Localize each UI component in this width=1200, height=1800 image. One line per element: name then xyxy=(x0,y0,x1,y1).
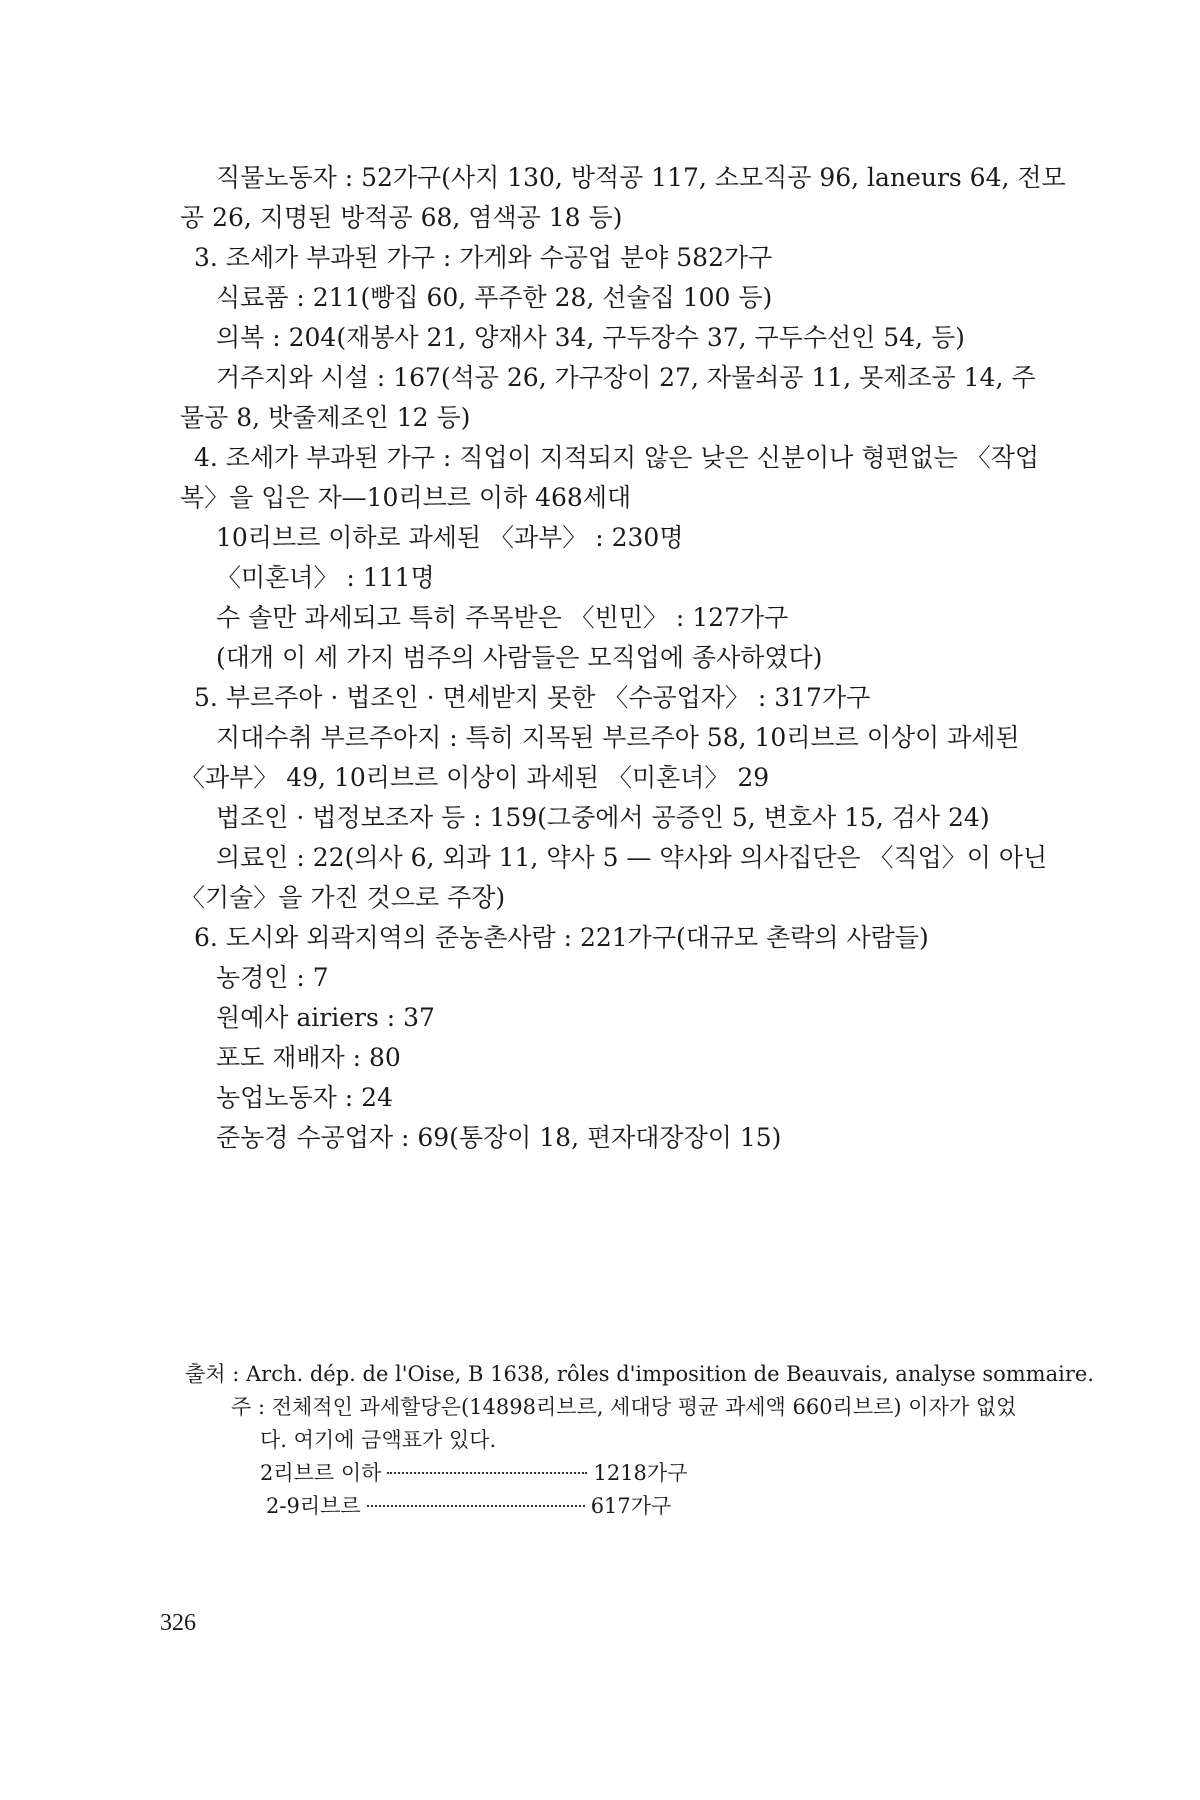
text-line: 수 솔만 과세되고 특히 주목받은 〈빈민〉 : 127가구 xyxy=(216,603,789,632)
text-line: 〈미혼녀〉 : 111명 xyxy=(216,563,435,592)
text-line: 농업노동자 : 24 xyxy=(216,1083,393,1112)
note-line: 다. 여기에 금액표가 있다. xyxy=(260,1428,497,1452)
tax-table-value: 1218가구 xyxy=(593,1461,688,1485)
text-line: 원예사 airiers : 37 xyxy=(216,1003,435,1032)
text-line: 10리브르 이하로 과세된 〈과부〉 : 230명 xyxy=(216,523,684,552)
text-line: 지대수취 부르주아지 : 특히 지목된 부르주아 58, 10리브르 이상이 과세된 xyxy=(216,723,1020,752)
section-heading-3: 3. 조세가 부과된 가구 : 가게와 수공업 분야 582가구 xyxy=(194,243,773,272)
text-line: 거주지와 시설 : 167(석공 26, 가구장이 27, 자물쇠공 11, 못제조공 14, 주 xyxy=(216,363,1036,392)
section-heading-6: 6. 도시와 외곽지역의 준농촌사람 : 221가구(대규모 촌락의 사람들) xyxy=(194,923,929,952)
text-line: 포도 재배자 : 80 xyxy=(216,1043,401,1072)
leader-dots xyxy=(367,1505,585,1507)
leader-dots xyxy=(387,1472,587,1474)
text-line: 직물노동자 : 52가구(사지 130, 방적공 117, 소모직공 96, laneurs 64, 전모 xyxy=(216,163,1066,192)
page-number: 326 xyxy=(160,1610,196,1636)
section-heading-4: 4. 조세가 부과된 가구 : 직업이 지적되지 않은 낮은 신분이나 형편없는 〈작업 xyxy=(194,443,1040,472)
text-line: (대개 이 세 가지 범주의 사람들은 모직업에 종사하였다) xyxy=(216,643,823,672)
text-line: 의료인 : 22(의사 6, 외과 11, 약사 5 — 약사와 의사집단은 〈직업〉이 아닌 xyxy=(216,843,1048,872)
tax-table-row xyxy=(185,1457,1065,1490)
note-line: 주 : 전체적인 과세할당은(14898리브르, 세대당 평균 과세액 660리브르) 이자가 없었 xyxy=(231,1395,1017,1419)
text-line: 식료품 : 211(빵집 60, 푸주한 28, 선술집 100 등) xyxy=(216,283,773,312)
text-line: 〈과부〉 49, 10리브르 이상이 과세된 〈미혼녀〉 29 xyxy=(180,763,770,792)
section-heading-5: 5. 부르주아 · 법조인 · 면세받지 못한 〈수공업자〉 : 317가구 xyxy=(194,683,871,712)
body-text xyxy=(180,158,1066,1158)
text-line: 준농경 수공업자 : 69(통장이 18, 편자대장장이 15) xyxy=(216,1123,782,1152)
text-line: 법조인 · 법정보조자 등 : 159(그중에서 공증인 5, 변호사 15, 검사 24) xyxy=(216,803,990,832)
text-line: 농경인 : 7 xyxy=(216,963,329,992)
source-note: 출처 : Arch. dép. de l'Oise, B 1638, rôles d'imposition de Beauvais, analyse sommaire. xyxy=(185,1362,1094,1386)
footnotes xyxy=(185,1358,1094,1523)
tax-table-row xyxy=(185,1490,1065,1523)
tax-table-label: 2리브르 이하 xyxy=(260,1461,382,1485)
text-line: 〈기술〉을 가진 것으로 주장) xyxy=(180,883,506,912)
text-line: 공 26, 지명된 방적공 68, 염색공 18 등) xyxy=(180,203,623,232)
text-line: 의복 : 204(재봉사 21, 양재사 34, 구두장수 37, 구두수선인 54, 등) xyxy=(216,323,965,352)
tax-table-value: 617가구 xyxy=(590,1494,672,1518)
text-line: 물공 8, 밧줄제조인 12 등) xyxy=(180,403,471,432)
text-line: 복〉을 입은 자—10리브르 이하 468세대 xyxy=(180,483,632,512)
tax-table-label: 2-9리브르 xyxy=(266,1494,361,1518)
